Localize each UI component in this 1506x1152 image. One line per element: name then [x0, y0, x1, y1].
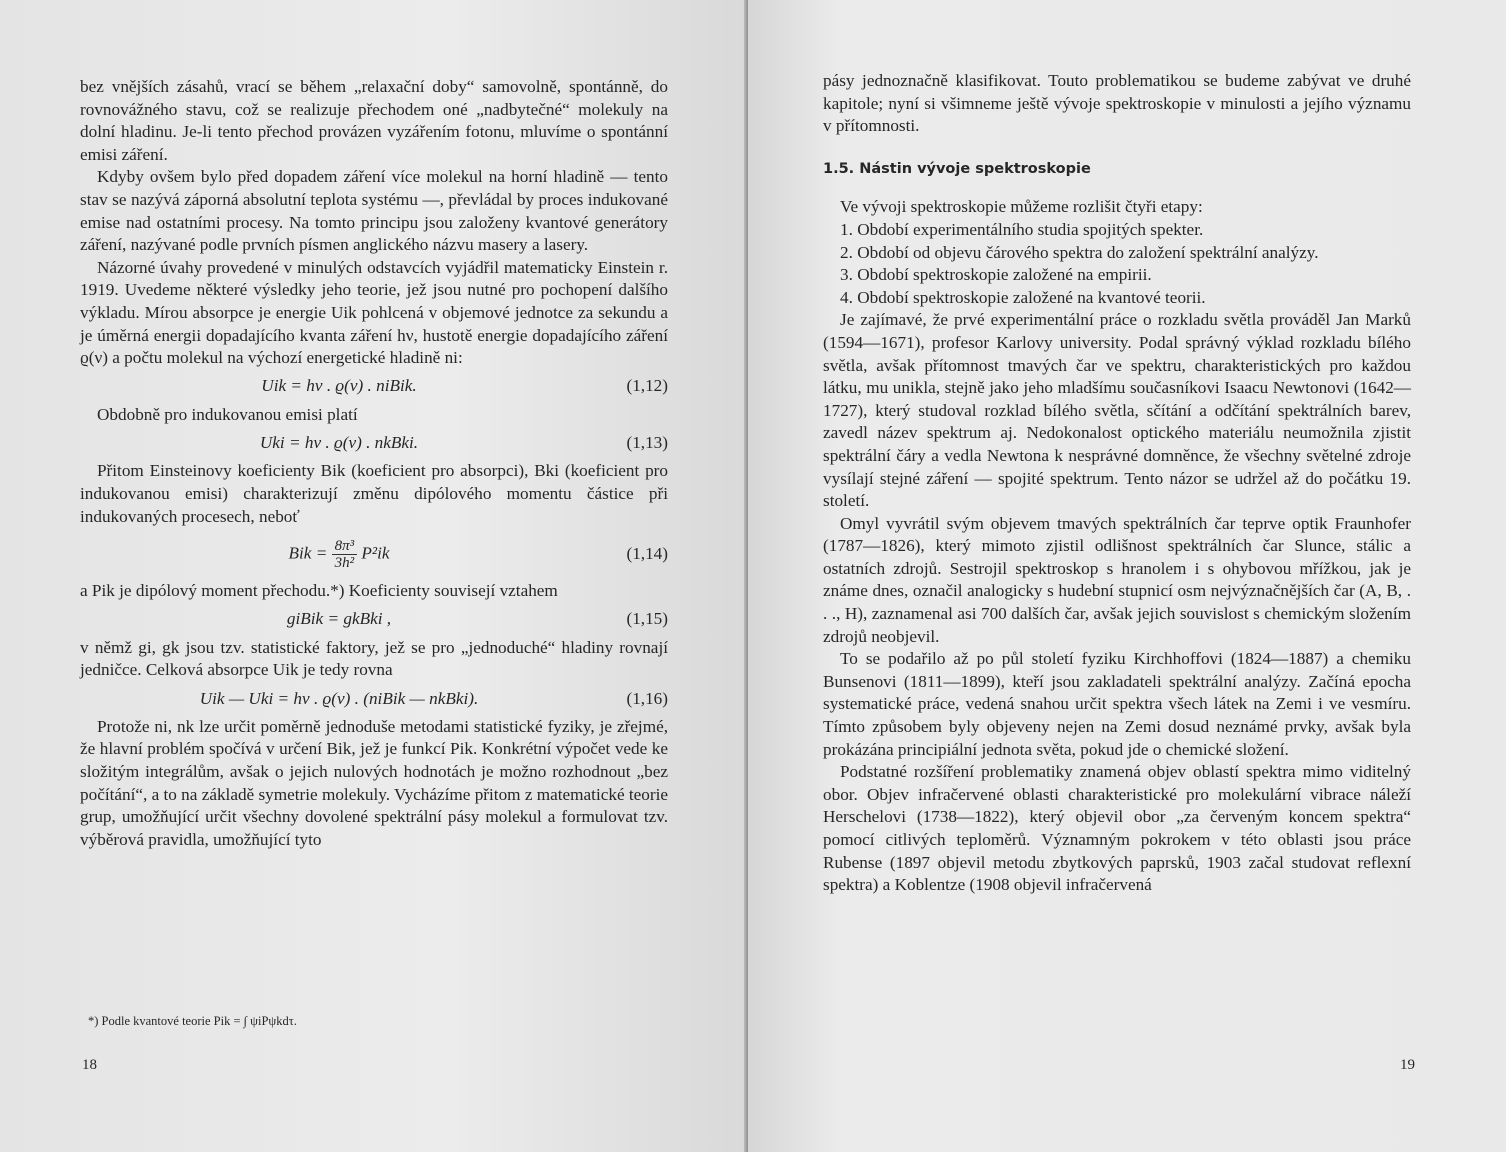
- list-item: 3. Období spektroskopie založené na empirii.: [840, 265, 1152, 285]
- equation-rhs: P²ik: [361, 543, 390, 563]
- list-item: 1. Období experimentálního studia spojitých spekter.: [840, 219, 1204, 239]
- section-heading: 1.5. Nástin vývoje spektroskopie: [823, 160, 1091, 177]
- paragraph-classification: pásy jednoznačně klasifikovat. Touto problematikou se budeme zabývat ve druhé kapitole; nyní si všimneme ještě vývoje spektroskopie v minulosti a jejího významu v přítomnosti.: [823, 71, 1411, 136]
- equation-formula: Uik = hν . ϱ(ν) . niBik.: [261, 376, 417, 396]
- equation-number: (1,13): [626, 433, 668, 453]
- paragraph-marku: Je zajímavé, že prvé experimentální práce o rozkladu světla prováděl Jan Marků (1594—1671), profesor Karlovy university. Podal správný výklad rozkladu bílého světla, avšak přítomnost tmavých čar ve spektru, charakteristických pro každou látku, mu unikla, stejně jako jeho mladšímu současníkovi Isaacu Newtonovi (1642—1727), který studoval rozklad bílého světla, sčítání a odčítání spektrálních barev, zavedl název spektrum aj. Nedokonalost optického materiálu neumožnila zjistit spektrální čáry a vedla Newtona k nesprávné domněnce, že všechny světelné zdroje vysílají stejné záření — spojité spektrum. Tento názor se udržel až do počátku 19. století.: [823, 310, 1411, 511]
- right-text-column: [823, 70, 1411, 897]
- paragraph-fraunhofer: Omyl vyvrátil svým objevem tmavých spektrálních čar teprve optik Fraunhofer (1787—1826), který mimoto zjistil odlišnost spektrálních čar Slunce, stálic a ostatních zdrojů. Sestrojil spektroskop s hranolem i s ohybovou mřížkou, jak je známe dnes, označil analogicky s hudební stupnicí osm nejvýznačnějších čar (A, B, . . ., H), zaznamenal asi 700 dalších čar, avšak jejich souvislost s chemickým složením zdrojů neobjevil.: [823, 513, 1411, 646]
- paragraph-einstein: Názorné úvahy provedené v minulých odstavcích vyjádřil matematicky Einstein r. 1919. Uvedeme některé výsledky jeho teorie, jež jsou nutné pro pochopení dalšího výkladu. Mírou absorpce je energie Uik pohlcená v objemové jednotce za sekundu a je úměrná energii dopadajícího kvanta záření hν, hustotě energie dopadajícího záření ϱ(ν) a počtu molekul na výchozí energetické hladině ni:: [80, 257, 668, 368]
- list-item: 2. Období od objevu čárového spektra do založení spektrální analýzy.: [840, 242, 1319, 262]
- paragraph-negative-temperature: Kdyby ovšem bylo před dopadem záření více molekul na horní hladině — tento stav se nazývá záporná absolutní teplota systému —, převládal by proces indukované emise nad ostatními procesy. Na tomto principu jsou založeny kvantové generátory záření, nazývané podle prvních písmen anglického názvu masery a lasery.: [80, 167, 668, 255]
- right-page: [748, 0, 1506, 1152]
- equation-number: (1,15): [626, 609, 668, 629]
- page-number-left: 18: [82, 1057, 97, 1073]
- fraction-numerator: 8π³: [332, 538, 358, 555]
- equation-formula: Uik — Uki = hν . ϱ(ν) . (niBik — nkBki).: [199, 688, 479, 708]
- paragraph-kirchhoff: To se podařilo až po půl století fyziku Kirchhoffovi (1824—1887) a chemiku Bunsenovi (1811—1899), kteří jsou zakladateli spektrální analýzy. Začíná epocha systematické práce, vedená snahou určit spektra všech látek na Zemi i ve vesmíru. Tímto způsobem byly objeveny nejen na Zemi dosud neznámé prvky, avšak byla prokázána principiální jednota světa, pokud jde o chemické složení.: [823, 649, 1411, 759]
- left-text-column: [80, 76, 668, 851]
- paragraph-statistical-factors: v němž gi, gk jsou tzv. statistické faktory, jež se pro „jednoduché“ hladiny rovnají jedničce. Celková absorpce Uik je tedy rovna: [80, 637, 668, 680]
- equation-formula: giBik = gkBki ,: [286, 609, 392, 629]
- equation-1-16: [80, 682, 668, 716]
- equation-formula: [80, 538, 598, 571]
- fraction: [332, 538, 358, 571]
- stages-list: [823, 219, 1411, 309]
- equation-1-15: [80, 603, 668, 637]
- equation-formula: Uki = hν . ϱ(ν) . nkBki.: [259, 433, 419, 453]
- left-page: [0, 0, 748, 1152]
- footnote: *) Podle kvantové teorie Pik = ∫ ψiPψkdτ.: [88, 1014, 297, 1028]
- paragraph-infrared: Podstatné rozšíření problematiky znamená objev oblastí spektra mimo viditelný obor. Objev infračervené oblasti charakteristické pro molekulární vibrace náleží Herschelovi (1738—1822), který objevil obor „za červeným koncem spektra“ pomocí citlivých teploměrů. Významným pokrokem v této oblasti jsou práce Rubense (1897 objevil metodu zbytkových paprsků, 1903 začal studovat reflexní spektra) a Koblentze (1908 objevil infračervená: [823, 762, 1411, 895]
- equation-1-12: [80, 370, 668, 404]
- list-item: 4. Období spektroskopie založené na kvantové teorii.: [840, 287, 1206, 307]
- equation-number: (1,12): [626, 376, 668, 396]
- fraction-denominator: 3h²: [334, 554, 355, 571]
- equation-number: (1,14): [626, 543, 668, 563]
- equation-lhs: Bik =: [288, 543, 328, 563]
- list-intro: Ve vývoji spektroskopie můžeme rozlišit čtyři etapy:: [840, 197, 1203, 217]
- equation-number: (1,16): [626, 688, 668, 708]
- equation-1-14: [80, 528, 668, 580]
- paragraph-relaxation: bez vnějších zásahů, vrací se během „relaxační doby“ samovolně, spontánně, do rovnovážného stavu, což se realizuje přechodem oné „nadbytečné“ molekuly na dolní hladinu. Je-li tento přechod provázen vyzářením fotonu, mluvíme o spontánní emisi záření.: [80, 77, 668, 164]
- equation-1-13: [80, 426, 668, 460]
- paragraph-dipole-moment: a Pik je dipólový moment přechodu.*) Koeficienty souvisejí vztahem: [80, 581, 558, 601]
- paragraph-group-theory: Protože ni, nk lze určit poměrně jednoduše metodami statistické fyziky, je zřejmé, že hlavní problém spočívá v určení Bik, jež je funkcí Pik. Konkrétní výpočet vede ke složitým integrálům, avšak o jejich nulových hodnotách je možno rozhodnout „bez počítání“, a to na základě symetrie molekuly. Vycházíme přitom z matematické teorie grup, umožňující určit všechny dovolené spektrální pásy molekul a formulovat tzv. výběrová pravidla, umožňující tyto: [80, 716, 668, 849]
- paragraph-einstein-coefficients: Přitom Einsteinovy koeficienty Bik (koeficient pro absorpci), Bki (koeficient pro indukovanou emisi) charakterizují změnu dipólového momentu částice při indukovaných procesech, neboť: [80, 461, 668, 526]
- page-number-right: 19: [1400, 1057, 1415, 1073]
- paragraph-induced-emission: Obdobně pro indukovanou emisi platí: [97, 404, 358, 424]
